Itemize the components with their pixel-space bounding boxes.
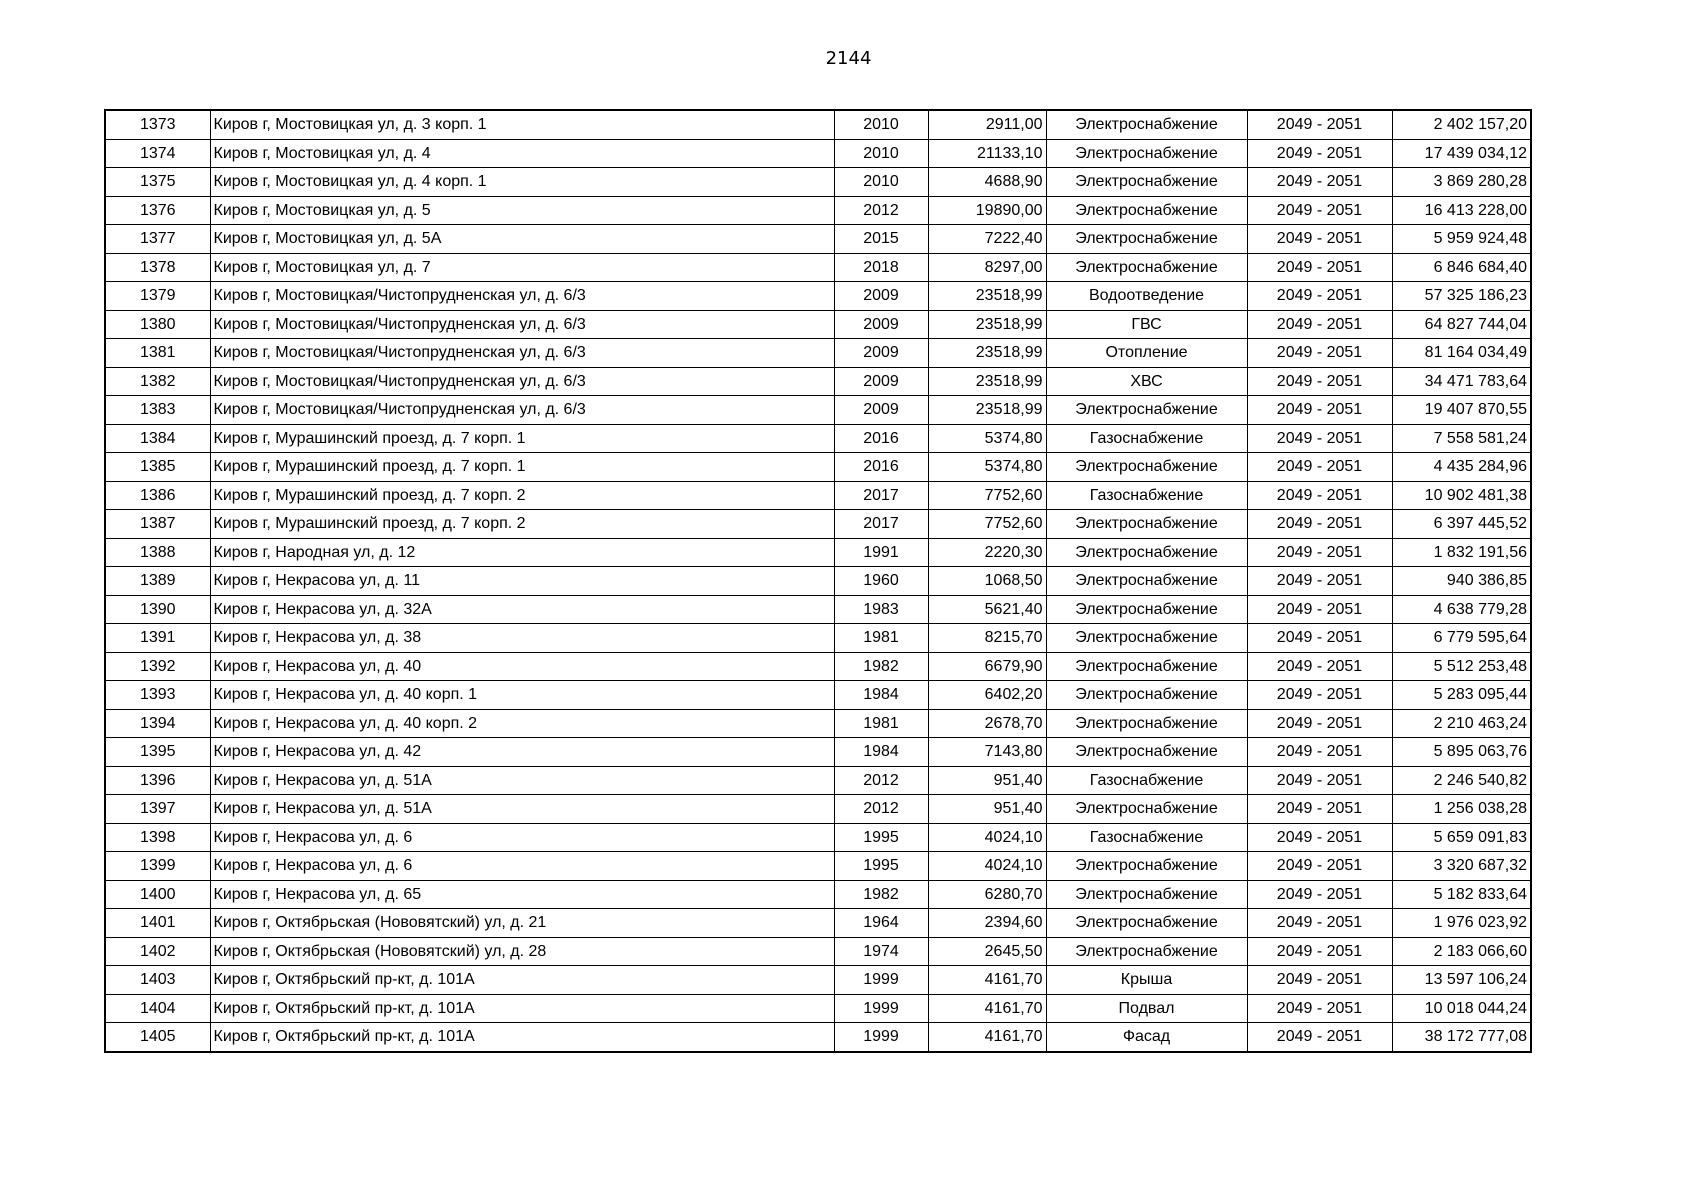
area-cell: 5621,40 bbox=[928, 595, 1046, 624]
address-cell: Киров г, Некрасова ул, д. 6 bbox=[210, 852, 834, 881]
address-cell: Киров г, Некрасова ул, д. 6 bbox=[210, 823, 834, 852]
period-cell: 2049 - 2051 bbox=[1247, 253, 1392, 282]
area-cell: 7222,40 bbox=[928, 225, 1046, 254]
row-number-cell: 1377 bbox=[105, 225, 210, 254]
area-cell: 6280,70 bbox=[928, 880, 1046, 909]
table-row bbox=[105, 225, 1531, 254]
cost-cell: 2 183 066,60 bbox=[1392, 937, 1531, 966]
address-cell: Киров г, Мурашинский проезд, д. 7 корп. 2 bbox=[210, 510, 834, 539]
row-number-cell: 1400 bbox=[105, 880, 210, 909]
address-cell: Киров г, Мурашинский проезд, д. 7 корп. 1 bbox=[210, 424, 834, 453]
cost-cell: 5 283 095,44 bbox=[1392, 681, 1531, 710]
cost-cell: 5 512 253,48 bbox=[1392, 652, 1531, 681]
table-row bbox=[105, 310, 1531, 339]
period-cell: 2049 - 2051 bbox=[1247, 1023, 1392, 1052]
area-cell: 4688,90 bbox=[928, 168, 1046, 197]
cost-cell: 4 435 284,96 bbox=[1392, 453, 1531, 482]
address-cell: Киров г, Мостовицкая ул, д. 4 bbox=[210, 139, 834, 168]
row-number-cell: 1378 bbox=[105, 253, 210, 282]
address-cell: Киров г, Некрасова ул, д. 11 bbox=[210, 567, 834, 596]
area-cell: 4161,70 bbox=[928, 994, 1046, 1023]
table-row bbox=[105, 909, 1531, 938]
table-row bbox=[105, 738, 1531, 767]
cost-cell: 4 638 779,28 bbox=[1392, 595, 1531, 624]
row-number-cell: 1389 bbox=[105, 567, 210, 596]
work-type-cell: Электроснабжение bbox=[1046, 196, 1247, 225]
period-cell: 2049 - 2051 bbox=[1247, 681, 1392, 710]
area-cell: 23518,99 bbox=[928, 310, 1046, 339]
period-cell: 2049 - 2051 bbox=[1247, 909, 1392, 938]
period-cell: 2049 - 2051 bbox=[1247, 310, 1392, 339]
table-row bbox=[105, 766, 1531, 795]
row-number-cell: 1383 bbox=[105, 396, 210, 425]
table-row bbox=[105, 567, 1531, 596]
area-cell: 8215,70 bbox=[928, 624, 1046, 653]
period-cell: 2049 - 2051 bbox=[1247, 510, 1392, 539]
work-type-cell: Электроснабжение bbox=[1046, 538, 1247, 567]
cost-cell: 3 869 280,28 bbox=[1392, 168, 1531, 197]
register-table bbox=[104, 109, 1532, 1053]
row-number-cell: 1374 bbox=[105, 139, 210, 168]
work-type-cell: Электроснабжение bbox=[1046, 852, 1247, 881]
work-type-cell: Электроснабжение bbox=[1046, 595, 1247, 624]
row-number-cell: 1382 bbox=[105, 367, 210, 396]
period-cell: 2049 - 2051 bbox=[1247, 738, 1392, 767]
build-year-cell: 2010 bbox=[834, 139, 928, 168]
cost-cell: 6 397 445,52 bbox=[1392, 510, 1531, 539]
row-number-cell: 1399 bbox=[105, 852, 210, 881]
address-cell: Киров г, Октябрьский пр-кт, д. 101А bbox=[210, 966, 834, 995]
work-type-cell: Электроснабжение bbox=[1046, 168, 1247, 197]
address-cell: Киров г, Некрасова ул, д. 38 bbox=[210, 624, 834, 653]
row-number-cell: 1404 bbox=[105, 994, 210, 1023]
period-cell: 2049 - 2051 bbox=[1247, 567, 1392, 596]
area-cell: 5374,80 bbox=[928, 453, 1046, 482]
build-year-cell: 1999 bbox=[834, 966, 928, 995]
table-row bbox=[105, 823, 1531, 852]
build-year-cell: 1984 bbox=[834, 738, 928, 767]
build-year-cell: 2012 bbox=[834, 196, 928, 225]
table-row bbox=[105, 253, 1531, 282]
table-row bbox=[105, 481, 1531, 510]
build-year-cell: 2009 bbox=[834, 339, 928, 368]
address-cell: Киров г, Некрасова ул, д. 51А bbox=[210, 795, 834, 824]
period-cell: 2049 - 2051 bbox=[1247, 367, 1392, 396]
table-row bbox=[105, 681, 1531, 710]
area-cell: 2645,50 bbox=[928, 937, 1046, 966]
build-year-cell: 2017 bbox=[834, 510, 928, 539]
work-type-cell: Электроснабжение bbox=[1046, 795, 1247, 824]
address-cell: Киров г, Народная ул, д. 12 bbox=[210, 538, 834, 567]
work-type-cell: Газоснабжение bbox=[1046, 424, 1247, 453]
area-cell: 8297,00 bbox=[928, 253, 1046, 282]
address-cell: Киров г, Мурашинский проезд, д. 7 корп. 2 bbox=[210, 481, 834, 510]
work-type-cell: Электроснабжение bbox=[1046, 652, 1247, 681]
period-cell: 2049 - 2051 bbox=[1247, 225, 1392, 254]
address-cell: Киров г, Некрасова ул, д. 42 bbox=[210, 738, 834, 767]
period-cell: 2049 - 2051 bbox=[1247, 396, 1392, 425]
row-number-cell: 1385 bbox=[105, 453, 210, 482]
table-row bbox=[105, 652, 1531, 681]
period-cell: 2049 - 2051 bbox=[1247, 880, 1392, 909]
address-cell: Киров г, Некрасова ул, д. 65 bbox=[210, 880, 834, 909]
page-number: 2144 bbox=[825, 48, 872, 69]
period-cell: 2049 - 2051 bbox=[1247, 538, 1392, 567]
cost-cell: 1 256 038,28 bbox=[1392, 795, 1531, 824]
period-cell: 2049 - 2051 bbox=[1247, 624, 1392, 653]
area-cell: 23518,99 bbox=[928, 396, 1046, 425]
work-type-cell: Газоснабжение bbox=[1046, 481, 1247, 510]
table-row bbox=[105, 424, 1531, 453]
cost-cell: 5 182 833,64 bbox=[1392, 880, 1531, 909]
cost-cell: 16 413 228,00 bbox=[1392, 196, 1531, 225]
work-type-cell: Газоснабжение bbox=[1046, 766, 1247, 795]
address-cell: Киров г, Октябрьская (Нововятский) ул, д. 28 bbox=[210, 937, 834, 966]
row-number-cell: 1397 bbox=[105, 795, 210, 824]
area-cell: 2678,70 bbox=[928, 709, 1046, 738]
work-type-cell: Электроснабжение bbox=[1046, 139, 1247, 168]
area-cell: 951,40 bbox=[928, 795, 1046, 824]
table-row bbox=[105, 168, 1531, 197]
cost-cell: 57 325 186,23 bbox=[1392, 282, 1531, 311]
period-cell: 2049 - 2051 bbox=[1247, 595, 1392, 624]
area-cell: 5374,80 bbox=[928, 424, 1046, 453]
area-cell: 4024,10 bbox=[928, 852, 1046, 881]
table-row bbox=[105, 396, 1531, 425]
build-year-cell: 2015 bbox=[834, 225, 928, 254]
cost-cell: 6 846 684,40 bbox=[1392, 253, 1531, 282]
build-year-cell: 2009 bbox=[834, 310, 928, 339]
table-row bbox=[105, 937, 1531, 966]
cost-cell: 17 439 034,12 bbox=[1392, 139, 1531, 168]
address-cell: Киров г, Некрасова ул, д. 40 корп. 1 bbox=[210, 681, 834, 710]
area-cell: 1068,50 bbox=[928, 567, 1046, 596]
area-cell: 4161,70 bbox=[928, 1023, 1046, 1052]
area-cell: 21133,10 bbox=[928, 139, 1046, 168]
period-cell: 2049 - 2051 bbox=[1247, 424, 1392, 453]
cost-cell: 1 832 191,56 bbox=[1392, 538, 1531, 567]
work-type-cell: Подвал bbox=[1046, 994, 1247, 1023]
address-cell: Киров г, Мостовицкая/Чистопрудненская ул, д. 6/3 bbox=[210, 396, 834, 425]
build-year-cell: 2009 bbox=[834, 282, 928, 311]
build-year-cell: 1991 bbox=[834, 538, 928, 567]
cost-cell: 6 779 595,64 bbox=[1392, 624, 1531, 653]
cost-cell: 34 471 783,64 bbox=[1392, 367, 1531, 396]
area-cell: 2394,60 bbox=[928, 909, 1046, 938]
row-number-cell: 1386 bbox=[105, 481, 210, 510]
address-cell: Киров г, Некрасова ул, д. 40 bbox=[210, 652, 834, 681]
period-cell: 2049 - 2051 bbox=[1247, 709, 1392, 738]
table-row bbox=[105, 110, 1531, 139]
work-type-cell: Отопление bbox=[1046, 339, 1247, 368]
build-year-cell: 1981 bbox=[834, 624, 928, 653]
row-number-cell: 1375 bbox=[105, 168, 210, 197]
row-number-cell: 1405 bbox=[105, 1023, 210, 1052]
work-type-cell: Электроснабжение bbox=[1046, 453, 1247, 482]
cost-cell: 1 976 023,92 bbox=[1392, 909, 1531, 938]
address-cell: Киров г, Некрасова ул, д. 40 корп. 2 bbox=[210, 709, 834, 738]
area-cell: 23518,99 bbox=[928, 339, 1046, 368]
address-cell: Киров г, Октябрьская (Нововятский) ул, д. 21 bbox=[210, 909, 834, 938]
period-cell: 2049 - 2051 bbox=[1247, 481, 1392, 510]
row-number-cell: 1373 bbox=[105, 110, 210, 139]
cost-cell: 2 402 157,20 bbox=[1392, 110, 1531, 139]
period-cell: 2049 - 2051 bbox=[1247, 937, 1392, 966]
row-number-cell: 1379 bbox=[105, 282, 210, 311]
address-cell: Киров г, Мостовицкая/Чистопрудненская ул, д. 6/3 bbox=[210, 282, 834, 311]
table-row bbox=[105, 282, 1531, 311]
area-cell: 4024,10 bbox=[928, 823, 1046, 852]
address-cell: Киров г, Мостовицкая/Чистопрудненская ул, д. 6/3 bbox=[210, 310, 834, 339]
table-row bbox=[105, 367, 1531, 396]
table-row bbox=[105, 1023, 1531, 1052]
table-row bbox=[105, 966, 1531, 995]
work-type-cell: Электроснабжение bbox=[1046, 937, 1247, 966]
table-row bbox=[105, 994, 1531, 1023]
build-year-cell: 2009 bbox=[834, 396, 928, 425]
work-type-cell: Электроснабжение bbox=[1046, 396, 1247, 425]
area-cell: 2220,30 bbox=[928, 538, 1046, 567]
build-year-cell: 2012 bbox=[834, 795, 928, 824]
cost-cell: 5 959 924,48 bbox=[1392, 225, 1531, 254]
cost-cell: 19 407 870,55 bbox=[1392, 396, 1531, 425]
row-number-cell: 1395 bbox=[105, 738, 210, 767]
work-type-cell: Электроснабжение bbox=[1046, 681, 1247, 710]
period-cell: 2049 - 2051 bbox=[1247, 282, 1392, 311]
area-cell: 23518,99 bbox=[928, 367, 1046, 396]
work-type-cell: Электроснабжение bbox=[1046, 110, 1247, 139]
cost-cell: 81 164 034,49 bbox=[1392, 339, 1531, 368]
area-cell: 19890,00 bbox=[928, 196, 1046, 225]
build-year-cell: 1983 bbox=[834, 595, 928, 624]
row-number-cell: 1376 bbox=[105, 196, 210, 225]
area-cell: 6402,20 bbox=[928, 681, 1046, 710]
build-year-cell: 2012 bbox=[834, 766, 928, 795]
period-cell: 2049 - 2051 bbox=[1247, 994, 1392, 1023]
row-number-cell: 1396 bbox=[105, 766, 210, 795]
row-number-cell: 1403 bbox=[105, 966, 210, 995]
area-cell: 6679,90 bbox=[928, 652, 1046, 681]
cost-cell: 13 597 106,24 bbox=[1392, 966, 1531, 995]
build-year-cell: 1995 bbox=[834, 823, 928, 852]
table-row bbox=[105, 880, 1531, 909]
build-year-cell: 2009 bbox=[834, 367, 928, 396]
build-year-cell: 1999 bbox=[834, 1023, 928, 1052]
address-cell: Киров г, Мостовицкая ул, д. 3 корп. 1 bbox=[210, 110, 834, 139]
period-cell: 2049 - 2051 bbox=[1247, 453, 1392, 482]
build-year-cell: 2016 bbox=[834, 453, 928, 482]
work-type-cell: Электроснабжение bbox=[1046, 738, 1247, 767]
cost-cell: 2 246 540,82 bbox=[1392, 766, 1531, 795]
area-cell: 2911,00 bbox=[928, 110, 1046, 139]
area-cell: 4161,70 bbox=[928, 966, 1046, 995]
row-number-cell: 1401 bbox=[105, 909, 210, 938]
work-type-cell: Электроснабжение bbox=[1046, 909, 1247, 938]
address-cell: Киров г, Мурашинский проезд, д. 7 корп. 1 bbox=[210, 453, 834, 482]
build-year-cell: 1995 bbox=[834, 852, 928, 881]
cost-cell: 5 659 091,83 bbox=[1392, 823, 1531, 852]
row-number-cell: 1398 bbox=[105, 823, 210, 852]
table-row bbox=[105, 339, 1531, 368]
address-cell: Киров г, Мостовицкая ул, д. 5 bbox=[210, 196, 834, 225]
build-year-cell: 2016 bbox=[834, 424, 928, 453]
row-number-cell: 1380 bbox=[105, 310, 210, 339]
build-year-cell: 1984 bbox=[834, 681, 928, 710]
cost-cell: 64 827 744,04 bbox=[1392, 310, 1531, 339]
address-cell: Киров г, Мостовицкая/Чистопрудненская ул, д. 6/3 bbox=[210, 367, 834, 396]
cost-cell: 10 902 481,38 bbox=[1392, 481, 1531, 510]
row-number-cell: 1393 bbox=[105, 681, 210, 710]
table-row bbox=[105, 709, 1531, 738]
address-cell: Киров г, Мостовицкая ул, д. 5А bbox=[210, 225, 834, 254]
work-type-cell: Электроснабжение bbox=[1046, 709, 1247, 738]
cost-cell: 7 558 581,24 bbox=[1392, 424, 1531, 453]
period-cell: 2049 - 2051 bbox=[1247, 110, 1392, 139]
cost-cell: 5 895 063,76 bbox=[1392, 738, 1531, 767]
row-number-cell: 1392 bbox=[105, 652, 210, 681]
area-cell: 7752,60 bbox=[928, 481, 1046, 510]
row-number-cell: 1402 bbox=[105, 937, 210, 966]
address-cell: Киров г, Мостовицкая/Чистопрудненская ул, д. 6/3 bbox=[210, 339, 834, 368]
cost-cell: 2 210 463,24 bbox=[1392, 709, 1531, 738]
table-row bbox=[105, 453, 1531, 482]
work-type-cell: ХВС bbox=[1046, 367, 1247, 396]
build-year-cell: 2010 bbox=[834, 168, 928, 197]
table-row bbox=[105, 795, 1531, 824]
period-cell: 2049 - 2051 bbox=[1247, 168, 1392, 197]
address-cell: Киров г, Мостовицкая ул, д. 7 bbox=[210, 253, 834, 282]
table-row bbox=[105, 510, 1531, 539]
table-row bbox=[105, 595, 1531, 624]
build-year-cell: 1960 bbox=[834, 567, 928, 596]
period-cell: 2049 - 2051 bbox=[1247, 652, 1392, 681]
area-cell: 7143,80 bbox=[928, 738, 1046, 767]
build-year-cell: 1982 bbox=[834, 652, 928, 681]
work-type-cell: Электроснабжение bbox=[1046, 225, 1247, 254]
table-row bbox=[105, 196, 1531, 225]
cost-cell: 3 320 687,32 bbox=[1392, 852, 1531, 881]
register-table-body bbox=[105, 110, 1531, 1052]
period-cell: 2049 - 2051 bbox=[1247, 196, 1392, 225]
row-number-cell: 1381 bbox=[105, 339, 210, 368]
work-type-cell: Электроснабжение bbox=[1046, 880, 1247, 909]
work-type-cell: Электроснабжение bbox=[1046, 624, 1247, 653]
row-number-cell: 1391 bbox=[105, 624, 210, 653]
cost-cell: 38 172 777,08 bbox=[1392, 1023, 1531, 1052]
area-cell: 951,40 bbox=[928, 766, 1046, 795]
address-cell: Киров г, Мостовицкая ул, д. 4 корп. 1 bbox=[210, 168, 834, 197]
work-type-cell: Электроснабжение bbox=[1046, 510, 1247, 539]
row-number-cell: 1387 bbox=[105, 510, 210, 539]
work-type-cell: Газоснабжение bbox=[1046, 823, 1247, 852]
period-cell: 2049 - 2051 bbox=[1247, 795, 1392, 824]
build-year-cell: 2010 bbox=[834, 110, 928, 139]
period-cell: 2049 - 2051 bbox=[1247, 823, 1392, 852]
work-type-cell: Водоотведение bbox=[1046, 282, 1247, 311]
build-year-cell: 1999 bbox=[834, 994, 928, 1023]
build-year-cell: 2018 bbox=[834, 253, 928, 282]
period-cell: 2049 - 2051 bbox=[1247, 766, 1392, 795]
address-cell: Киров г, Октябрьский пр-кт, д. 101А bbox=[210, 994, 834, 1023]
build-year-cell: 1981 bbox=[834, 709, 928, 738]
row-number-cell: 1390 bbox=[105, 595, 210, 624]
row-number-cell: 1384 bbox=[105, 424, 210, 453]
work-type-cell: Фасад bbox=[1046, 1023, 1247, 1052]
address-cell: Киров г, Некрасова ул, д. 51А bbox=[210, 766, 834, 795]
address-cell: Киров г, Некрасова ул, д. 32А bbox=[210, 595, 834, 624]
build-year-cell: 2017 bbox=[834, 481, 928, 510]
build-year-cell: 1964 bbox=[834, 909, 928, 938]
cost-cell: 940 386,85 bbox=[1392, 567, 1531, 596]
cost-cell: 10 018 044,24 bbox=[1392, 994, 1531, 1023]
row-number-cell: 1394 bbox=[105, 709, 210, 738]
period-cell: 2049 - 2051 bbox=[1247, 339, 1392, 368]
period-cell: 2049 - 2051 bbox=[1247, 966, 1392, 995]
table-row bbox=[105, 852, 1531, 881]
build-year-cell: 1974 bbox=[834, 937, 928, 966]
area-cell: 23518,99 bbox=[928, 282, 1046, 311]
table-row bbox=[105, 139, 1531, 168]
table-row bbox=[105, 538, 1531, 567]
table-row bbox=[105, 624, 1531, 653]
area-cell: 7752,60 bbox=[928, 510, 1046, 539]
row-number-cell: 1388 bbox=[105, 538, 210, 567]
work-type-cell: Электроснабжение bbox=[1046, 253, 1247, 282]
work-type-cell: Электроснабжение bbox=[1046, 567, 1247, 596]
address-cell: Киров г, Октябрьский пр-кт, д. 101А bbox=[210, 1023, 834, 1052]
work-type-cell: ГВС bbox=[1046, 310, 1247, 339]
work-type-cell: Крыша bbox=[1046, 966, 1247, 995]
period-cell: 2049 - 2051 bbox=[1247, 852, 1392, 881]
build-year-cell: 1982 bbox=[834, 880, 928, 909]
period-cell: 2049 - 2051 bbox=[1247, 139, 1392, 168]
